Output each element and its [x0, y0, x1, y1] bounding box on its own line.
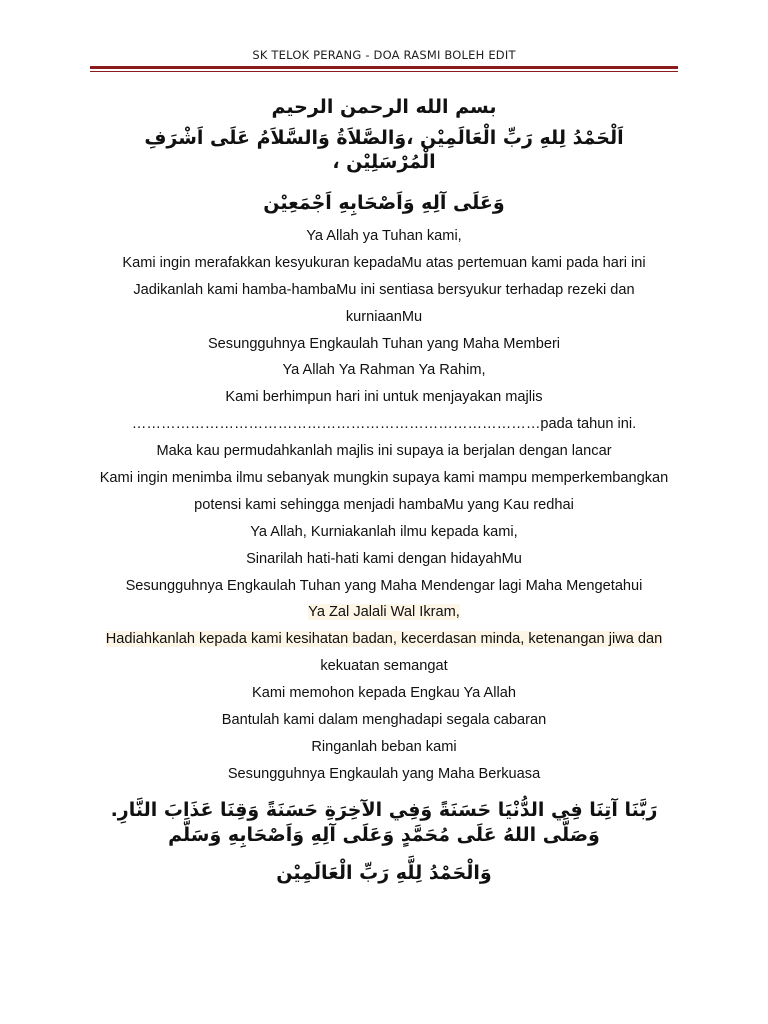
header-rule-thin [90, 71, 678, 72]
hamdalah-line: اَلْحَمْدُ لِلهِ رَبِّ الْعَالَمِيْن ،وَالصَّلاَةُ وَالسَّلاَمُ عَلَى اَشْرَفِ الْمُرْسَلِيْن ، [144, 127, 624, 173]
bismillah-line: بسم الله الرحمن الرحيم [271, 96, 497, 118]
prayer-line [70, 304, 698, 331]
prayer-line [70, 653, 698, 680]
header-rule-thick [90, 66, 678, 69]
prayer-line [70, 223, 698, 250]
prayer-line-text: Maka kau permudahkanlah majlis ini supaya ia berjalan dengan lancar [156, 443, 612, 460]
prayer-line-text: Hadiahkanlah kepada kami kesihatan badan, kecerdasan minda, ketenangan jiwa dan [105, 631, 663, 648]
prayer-line-text: Ya Allah ya Tuhan kami, [306, 228, 462, 244]
prayer-line-text: Sesungguhnya Engkaulah yang Maha Berkuasa [227, 765, 541, 782]
page-header-title: SK TELOK PERANG - DOA RASMI BOLEH EDIT [252, 48, 516, 62]
prayer-line [70, 384, 698, 411]
prayer-line-highlighted [70, 626, 698, 653]
prayer-line-text: Jadikanlah kami hamba-hambaMu ini sentiasa bersyukur terhadap rezeki dan [133, 281, 635, 298]
prayer-body [70, 223, 698, 788]
prayer-line-text: Kami memohon kepada Engkau Ya Allah [252, 685, 516, 702]
prayer-line-text: Kami berhimpun hari ini untuk menjayakan majlis [225, 389, 543, 406]
prayer-line [70, 519, 698, 546]
prayer-line-text: Ya Allah, Kurniakanlah ilmu kepada kami, [250, 523, 518, 540]
prayer-line [70, 680, 698, 707]
prayer-line-highlighted [70, 599, 698, 626]
prayer-line [70, 546, 698, 573]
prayer-line [70, 734, 698, 761]
prayer-line [70, 331, 698, 358]
prayer-line-text: potensi kami sehingga menjadi hambaMu yang Kau redhai [194, 496, 574, 513]
prayer-line [70, 492, 698, 519]
prayer-line-text: Sesungguhnya Engkaulah Tuhan yang Maha Memberi [207, 335, 561, 352]
rabbana-atina-line: رَبَّنَا آتِنَا فِي الدُّنْيَا حَسَنَةً وَفِي الآخِرَةِ حَسَنَةً وَقِنَا عَذَابَ النَّارِ. وَصَلَّى اللهُ عَلَى مُحَمَّدٍ وَعَلَى آلِهِ وَاَصْحَابِهِ وَسَلَّم [110, 799, 658, 846]
prayer-line-text: Ya Allah Ya Rahman Ya Rahim, [282, 362, 486, 379]
prayer-line [70, 707, 698, 734]
prayer-line [70, 438, 698, 465]
prayer-line-text: kekuatan semangat [320, 658, 448, 675]
prayer-line [70, 250, 698, 277]
prayer-line-text: Sinarilah hati-hati kami dengan hidayahMu [246, 550, 522, 567]
prayer-line-text: Ringanlah beban kami [311, 738, 457, 755]
prayer-line-blank [70, 411, 698, 438]
prayer-line [70, 277, 698, 304]
prayer-line-text: kurniaanMu [345, 308, 423, 325]
prayer-line-text: Kami ingin menimba ilmu sebanyak mungkin supaya kami mampu memperkembangkan [99, 470, 669, 487]
prayer-line-text: …………………………………………………………………………pada tahun ini. [131, 416, 637, 433]
prayer-line [70, 761, 698, 788]
prayer-line-text: Kami ingin merafakkan kesyukuran kepadaMu atas pertemuan kami pada hari ini [122, 254, 646, 271]
prayer-line [70, 573, 698, 600]
prayer-line-text: Bantulah kami dalam menghadapi segala cabaran [221, 712, 547, 729]
prayer-line [70, 465, 698, 492]
final-hamdalah-line: وَالْحَمْدُ لِلَّهِ رَبِّ الْعَالَمِيْن [276, 862, 492, 884]
ala-alihi-line: وَعَلَى آلِهِ وَاَصْحَابِهِ اَجْمَعِيْن [263, 192, 505, 214]
prayer-line-text: Ya Zal Jalali Wal Ikram, [308, 604, 460, 621]
prayer-line-text: Sesungguhnya Engkaulah Tuhan yang Maha Mendengar lagi Maha Mengetahui [125, 577, 643, 594]
prayer-line [70, 357, 698, 384]
